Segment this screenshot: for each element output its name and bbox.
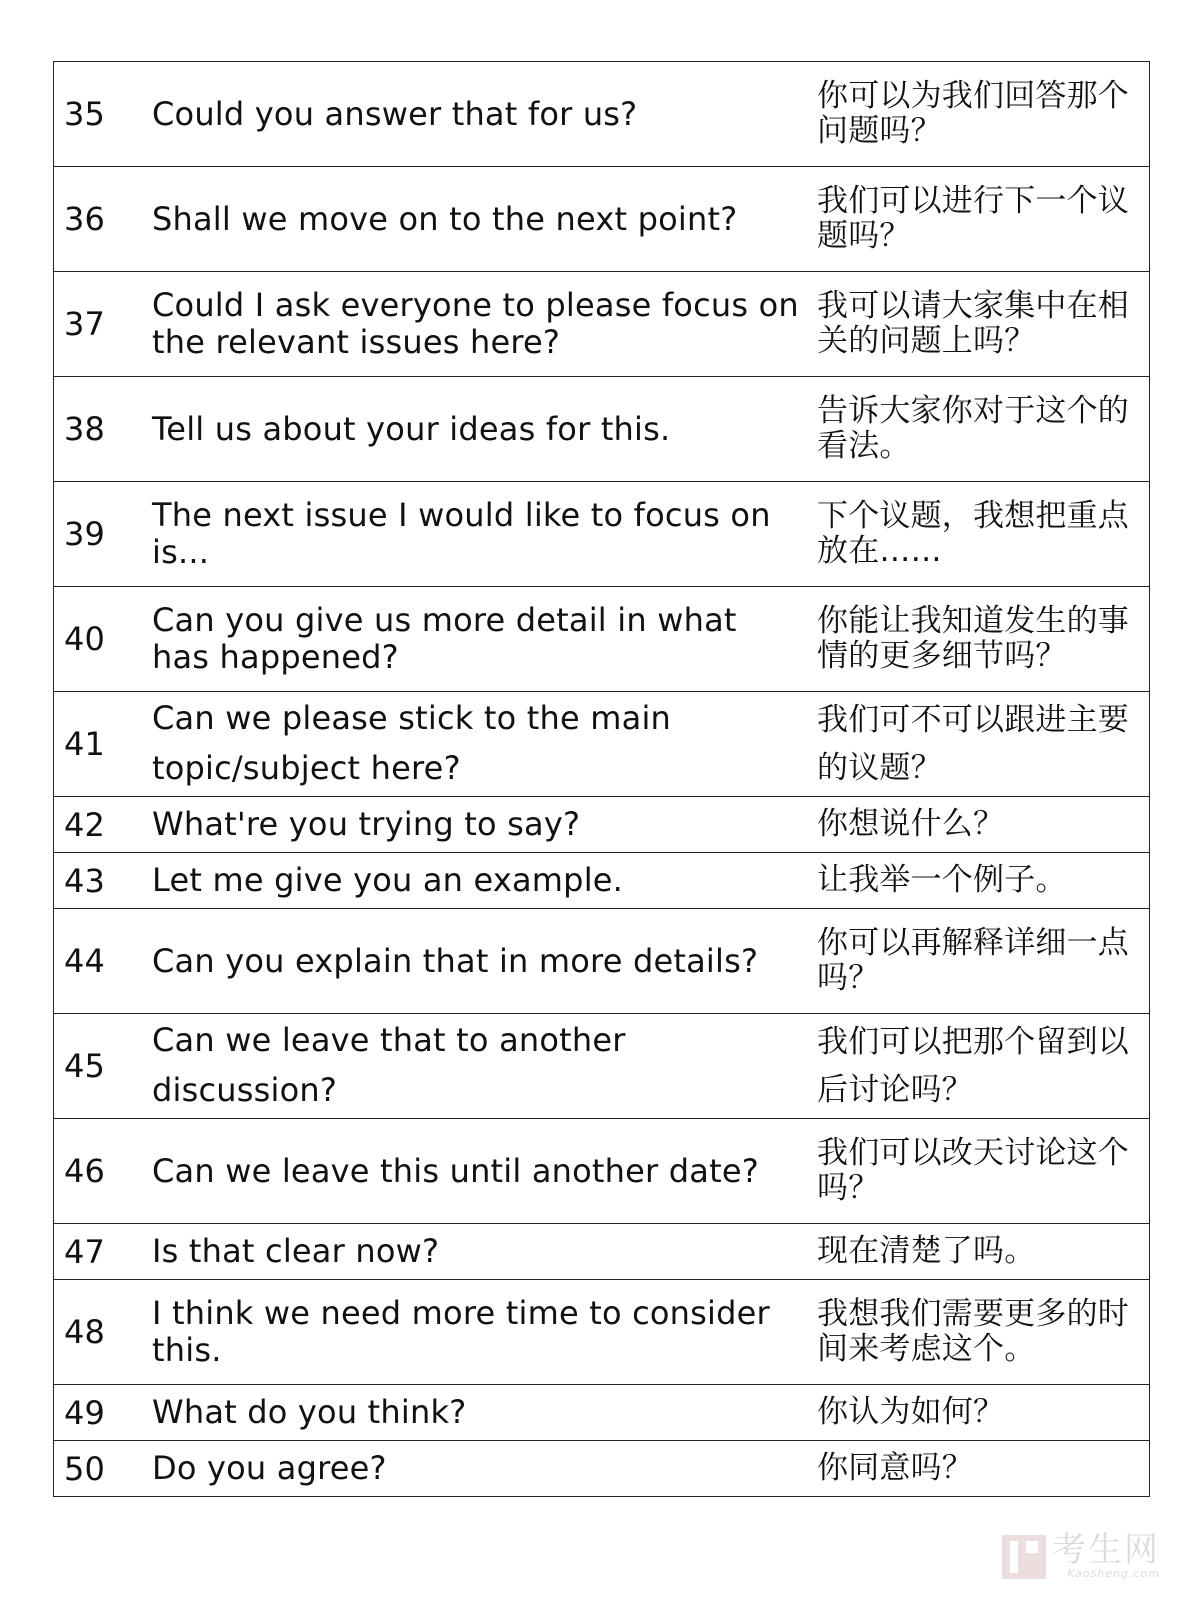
row-number: 39 bbox=[54, 482, 145, 587]
chinese-translation: 让我举一个例子。 bbox=[802, 853, 1150, 909]
table-row bbox=[54, 377, 1150, 482]
row-number: 46 bbox=[54, 1119, 145, 1224]
row-number: 36 bbox=[54, 167, 145, 272]
chinese-translation: 我们可以改天讨论这个吗？ bbox=[802, 1119, 1150, 1224]
table-row bbox=[54, 909, 1150, 1014]
watermark-cn: 考生网 bbox=[1052, 1530, 1160, 1570]
english-phrase: Can we please stick to the main topic/subject here? bbox=[144, 692, 802, 797]
table-row bbox=[54, 692, 1150, 797]
english-phrase: Can we leave this until another date? bbox=[144, 1119, 802, 1224]
english-phrase: I think we need more time to consider this. bbox=[144, 1280, 802, 1385]
row-number: 37 bbox=[54, 272, 145, 377]
english-phrase: Can we leave that to another discussion? bbox=[144, 1014, 802, 1119]
chinese-translation: 我们可以进行下一个议题吗？ bbox=[802, 167, 1150, 272]
table-row bbox=[54, 1280, 1150, 1385]
row-number: 48 bbox=[54, 1280, 145, 1385]
kaosheng-logo-icon bbox=[1002, 1535, 1046, 1579]
english-phrase: Could you answer that for us? bbox=[144, 62, 802, 167]
chinese-translation: 现在清楚了吗。 bbox=[802, 1224, 1150, 1280]
table-row bbox=[54, 1441, 1150, 1497]
row-number: 44 bbox=[54, 909, 145, 1014]
table-row bbox=[54, 587, 1150, 692]
watermark-en: Kaosheng.com bbox=[1067, 1567, 1160, 1580]
chinese-translation: 你能让我知道发生的事情的更多细节吗？ bbox=[802, 587, 1150, 692]
table-row bbox=[54, 1385, 1150, 1441]
watermark bbox=[1002, 1530, 1160, 1580]
row-number: 43 bbox=[54, 853, 145, 909]
row-number: 50 bbox=[54, 1441, 145, 1497]
english-phrase: The next issue I would like to focus on is... bbox=[144, 482, 802, 587]
chinese-translation: 我可以请大家集中在相关的问题上吗？ bbox=[802, 272, 1150, 377]
english-phrase: Can you give us more detail in what has happened? bbox=[144, 587, 802, 692]
chinese-translation: 你可以再解释详细一点吗？ bbox=[802, 909, 1150, 1014]
table-row bbox=[54, 482, 1150, 587]
table-row bbox=[54, 853, 1150, 909]
watermark-text bbox=[1052, 1530, 1160, 1580]
row-number: 35 bbox=[54, 62, 145, 167]
english-phrase: Do you agree? bbox=[144, 1441, 802, 1497]
chinese-translation: 下个议题，我想把重点放在…… bbox=[802, 482, 1150, 587]
table-row bbox=[54, 167, 1150, 272]
chinese-translation: 我们可不可以跟进主要的议题？ bbox=[802, 692, 1150, 797]
english-phrase: Tell us about your ideas for this. bbox=[144, 377, 802, 482]
chinese-translation: 你想说什么？ bbox=[802, 797, 1150, 853]
table-row bbox=[54, 1224, 1150, 1280]
row-number: 38 bbox=[54, 377, 145, 482]
table-row bbox=[54, 797, 1150, 853]
row-number: 40 bbox=[54, 587, 145, 692]
row-number: 41 bbox=[54, 692, 145, 797]
chinese-translation: 我们可以把那个留到以后讨论吗？ bbox=[802, 1014, 1150, 1119]
chinese-translation: 你可以为我们回答那个问题吗？ bbox=[802, 62, 1150, 167]
table-row bbox=[54, 62, 1150, 167]
row-number: 47 bbox=[54, 1224, 145, 1280]
english-phrase: Is that clear now? bbox=[144, 1224, 802, 1280]
english-phrase: Can you explain that in more details? bbox=[144, 909, 802, 1014]
chinese-translation: 告诉大家你对于这个的看法。 bbox=[802, 377, 1150, 482]
english-phrase: Let me give you an example. bbox=[144, 853, 802, 909]
table-row bbox=[54, 1119, 1150, 1224]
chinese-translation: 我想我们需要更多的时间来考虑这个。 bbox=[802, 1280, 1150, 1385]
row-number: 45 bbox=[54, 1014, 145, 1119]
table-row bbox=[54, 1014, 1150, 1119]
english-phrase: What're you trying to say? bbox=[144, 797, 802, 853]
english-phrase: Could I ask everyone to please focus on the relevant issues here? bbox=[144, 272, 802, 377]
english-phrase: Shall we move on to the next point? bbox=[144, 167, 802, 272]
english-phrase: What do you think? bbox=[144, 1385, 802, 1441]
chinese-translation: 你认为如何？ bbox=[802, 1385, 1150, 1441]
phrase-table bbox=[53, 61, 1150, 1497]
row-number: 49 bbox=[54, 1385, 145, 1441]
table-row bbox=[54, 272, 1150, 377]
row-number: 42 bbox=[54, 797, 145, 853]
chinese-translation: 你同意吗？ bbox=[802, 1441, 1150, 1497]
